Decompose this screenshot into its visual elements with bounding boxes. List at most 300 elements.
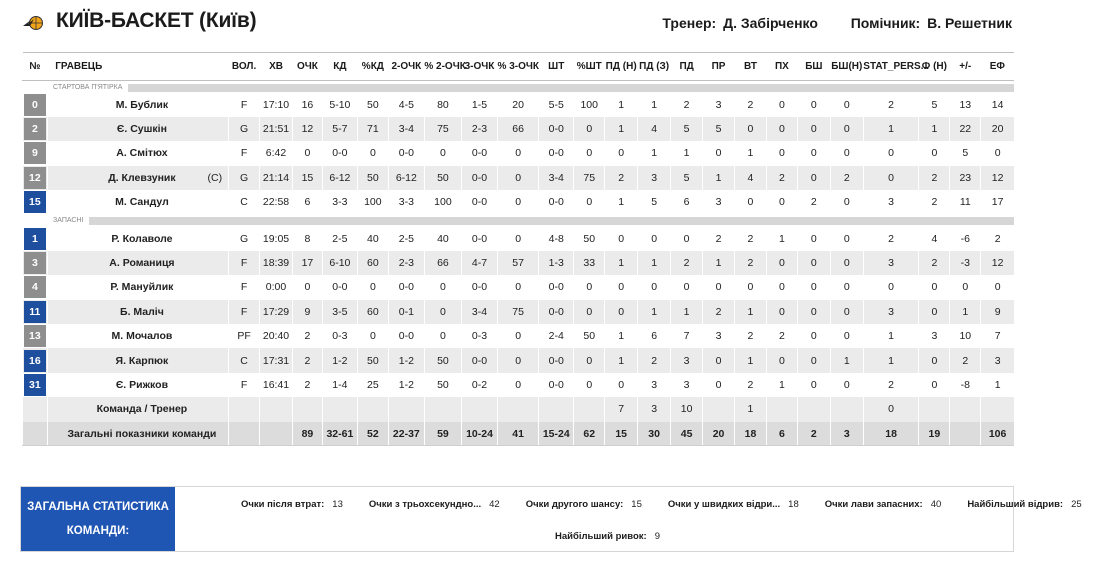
stat-cell: 6 [293,190,323,214]
stat-cell: 11 [950,190,981,214]
player-number-cell [23,324,48,348]
stat-cell: 0 [863,141,919,165]
header-row [23,53,1015,81]
player-name-text[interactable]: Є. Рижков [115,378,169,391]
summary-stat-label: Найбільший відрив: [967,499,1064,510]
column-header[interactable]: КД [322,53,357,81]
stat-cell: 7 [671,324,703,348]
player-name[interactable] [47,251,228,275]
stat-cell: 3-3 [322,190,357,214]
stat-cell [950,397,981,421]
stat-cell: 1 [605,93,638,117]
stat-cell: 0 [293,275,323,299]
stat-cell: 0 [703,141,735,165]
stat-cell: 0 [574,275,605,299]
player-name-text[interactable]: Р. Колаволе [111,232,173,245]
stat-cell: 0 [638,226,671,250]
summary-stat-label: Очки після втрат: [241,499,325,510]
stat-cell: 0-0 [461,141,497,165]
stat-cell: 2 [703,300,735,324]
stat-cell: 0 [703,275,735,299]
player-name-text[interactable]: Є. Сушкін [116,123,167,136]
stat-cell: 25 [357,373,388,397]
stat-cell: 2 [863,93,919,117]
stat-cell [424,397,461,421]
stat-cell: 2 [797,190,830,214]
player-number-cell [23,373,48,397]
stat-cell: 0 [830,251,863,275]
stat-cell: 2 [863,226,919,250]
assistant-label: Помічник: [850,15,921,31]
player-name[interactable] [47,300,228,324]
stat-cell: 0 [766,300,797,324]
stat-cell: 6-10 [322,251,357,275]
player-row[interactable] [23,348,1015,372]
stat-cell: 5 [703,117,735,141]
player-row[interactable] [23,190,1015,214]
stat-cell: 1 [671,141,703,165]
column-header[interactable]: % 2-ОЧК [424,53,461,81]
stat-cell: 5 [950,141,981,165]
stat-cell: 0 [605,373,638,397]
player-row[interactable] [23,373,1015,397]
stat-cell: 0 [498,166,539,190]
stat-cell: 12 [981,251,1014,275]
stat-cell: 6-12 [388,166,424,190]
column-header[interactable]: ЕФ [981,53,1014,81]
section-bar [23,84,1014,92]
column-header[interactable]: Ф (Н) [919,53,950,81]
player-number-cell [23,348,48,372]
stat-cell: 1 [671,300,703,324]
summary-stat-label: Очки з трьохсекундно... [368,499,482,510]
stat-cell: 0 [919,300,950,324]
stat-cell: 59 [424,422,461,446]
player-row[interactable] [23,141,1015,165]
stat-cell: 0-3 [461,324,497,348]
stat-cell: 1 [605,190,638,214]
stat-cell: 0-0 [539,275,574,299]
player-name-text[interactable]: М. Сандул [115,196,169,209]
player-row[interactable] [23,251,1015,275]
stat-cell: G [229,117,260,141]
column-header[interactable]: ПХ [766,53,797,81]
stat-cell [797,397,830,421]
stat-cell: 0 [766,348,797,372]
stat-cell: 0 [830,226,863,250]
stat-cell: 0 [498,275,539,299]
stat-cell: 0 [574,117,605,141]
stat-cell: 0-0 [539,300,574,324]
stat-cell: 0 [766,117,797,141]
player-name-text[interactable]: Р. Мануйлик [110,281,174,294]
player-name-text[interactable]: Д. Клевзуник [108,171,176,184]
box-score-table [22,52,1014,446]
stat-cell: 0 [735,117,767,141]
player-name-text[interactable]: Я. Карпюк [115,354,169,367]
stat-cell: PF [229,324,260,348]
team-summary-panel [20,486,1082,552]
stat-cell: 0 [574,190,605,214]
stat-cell: 3 [671,373,703,397]
stat-cell: 41 [498,422,539,446]
stat-cell: 3 [638,397,671,421]
stat-cell: 2 [797,422,830,446]
player-name-text[interactable]: А. Романиця [109,257,175,270]
summary-stats-line1 [241,499,1108,510]
stat-cell: 22 [950,117,981,141]
stat-cell: 0-0 [539,348,574,372]
stat-cell: 3 [703,190,735,214]
stat-cell: 2 [950,348,981,372]
table-body [23,81,1015,446]
stat-cell: 17:10 [260,93,293,117]
stat-cell: 0-0 [461,166,497,190]
stat-cell: 1-3 [539,251,574,275]
player-name[interactable] [47,117,228,141]
stat-cell: 0 [424,275,461,299]
stat-cell: 3-4 [388,117,424,141]
player-name[interactable] [47,93,228,117]
section-cell [23,214,1015,226]
stat-cell [703,397,735,421]
stat-cell: 17 [981,190,1014,214]
captain-marker: (C) [207,171,223,184]
stat-cell: 4-7 [461,251,497,275]
player-row[interactable] [23,275,1015,299]
stat-cell: 0 [766,141,797,165]
stat-cell: 0 [797,166,830,190]
stat-cell: 8 [293,226,323,250]
player-row[interactable] [23,226,1015,250]
stat-cell: 0-0 [539,141,574,165]
stat-cell: 3 [863,300,919,324]
player-name[interactable] [47,166,228,190]
player-name[interactable] [47,324,228,348]
stat-cell: 0 [830,117,863,141]
stat-cell: 0 [357,324,388,348]
summary-stat-item [369,499,500,510]
empty-cell [23,422,48,446]
stat-cell: 3 [863,251,919,275]
stat-cell [950,422,981,446]
stat-cell: 0 [605,275,638,299]
stat-cell: 0-3 [322,324,357,348]
stat-cell: 60 [357,300,388,324]
stat-cell: 0 [605,300,638,324]
summary-stat-item [967,499,1081,510]
stat-cell: 0 [797,324,830,348]
stat-cell: 0 [797,300,830,324]
stat-cell: 19:05 [260,226,293,250]
stat-cell [260,422,293,446]
stat-cell: 0-0 [388,141,424,165]
stat-cell: 0 [919,373,950,397]
stat-cell: 0 [950,275,981,299]
coach-name: Д. Забірченко [723,15,818,31]
stat-cell: 2 [293,324,323,348]
stat-cell: 50 [574,324,605,348]
player-number-badge: 12 [24,167,46,189]
stat-cell [293,397,323,421]
stat-cell: 2 [671,251,703,275]
summary-stat-value: 18 [788,499,799,510]
stat-cell [461,397,497,421]
stat-cell: 1-2 [322,348,357,372]
player-name[interactable] [47,141,228,165]
column-header[interactable]: ШТ [539,53,574,81]
column-header[interactable]: 3-ОЧК [461,53,497,81]
player-row[interactable] [23,324,1015,348]
stat-cell: 6 [766,422,797,446]
column-header[interactable]: ВОЛ. [229,53,260,81]
stat-cell: 20 [498,93,539,117]
stat-cell: 17:29 [260,300,293,324]
stat-cell: 7 [605,397,638,421]
stat-cell: 0-2 [461,373,497,397]
stat-cell: 0 [357,141,388,165]
stat-cell: 1 [638,141,671,165]
player-name-text[interactable]: М. Мочалов [111,330,173,343]
player-row[interactable] [23,166,1015,190]
stat-cell: 60 [357,251,388,275]
stat-cell: 50 [424,373,461,397]
column-header[interactable]: ПД (З) [638,53,671,81]
stat-cell: 7 [981,324,1014,348]
player-row[interactable] [23,117,1015,141]
stat-cell: 1 [735,141,767,165]
column-header[interactable]: +/- [950,53,981,81]
player-row[interactable] [23,300,1015,324]
stat-cell: 20 [981,117,1014,141]
column-header[interactable]: 2-ОЧК [388,53,424,81]
stat-cell: 0 [919,275,950,299]
stat-cell: 0 [498,348,539,372]
stat-cell [388,397,424,421]
stat-cell: 89 [293,422,323,446]
stat-cell: 5 [671,166,703,190]
stat-cell: 0:00 [260,275,293,299]
summary-title [21,487,175,551]
stat-cell: 0-0 [461,348,497,372]
stat-cell: 0 [293,141,323,165]
page-header [0,0,1024,48]
stat-cell: 0-0 [461,190,497,214]
stat-cell: 0 [797,141,830,165]
stat-cell: 0 [357,275,388,299]
player-number-badge: 2 [24,118,46,140]
stat-cell: 4-8 [539,226,574,250]
stat-cell: 0-0 [461,275,497,299]
stat-cell: 0 [574,141,605,165]
stat-cell: 1 [605,251,638,275]
stat-cell: 0 [830,300,863,324]
stat-cell: 12 [981,166,1014,190]
stat-cell: 2 [735,226,767,250]
stat-cell: 0 [605,141,638,165]
stat-cell: 19 [919,422,950,446]
summary-stat-value: 15 [631,499,642,510]
stat-cell: 23 [950,166,981,190]
stat-cell: 9 [981,300,1014,324]
stat-cell [357,397,388,421]
stat-cell: 0 [735,275,767,299]
stat-cell: 3-4 [461,300,497,324]
stat-cell [229,422,260,446]
stat-cell: 66 [498,117,539,141]
stat-cell: 1 [735,348,767,372]
stat-cell: 2-5 [322,226,357,250]
stat-cell: 57 [498,251,539,275]
stat-cell: 1 [981,373,1014,397]
stat-cell: 21:14 [260,166,293,190]
section-divider [23,81,1015,93]
stat-cell: 106 [981,422,1014,446]
column-header[interactable]: ОЧК [293,53,323,81]
player-name-text[interactable]: М. Бублик [115,98,169,111]
stat-cell [574,397,605,421]
stat-cell: 1 [863,348,919,372]
column-header[interactable]: БШ [797,53,830,81]
stat-cell: 0 [703,348,735,372]
stat-cell: 1 [605,324,638,348]
player-number-cell [23,93,48,117]
stat-cell: 0 [424,300,461,324]
stat-cell: 2 [638,348,671,372]
column-header[interactable]: ПД [671,53,703,81]
stat-cell: 0 [797,275,830,299]
player-name[interactable] [47,190,228,214]
summary-stat-item [555,531,660,542]
stat-cell: 0 [424,324,461,348]
column-header[interactable]: БШ(Н) [830,53,863,81]
player-name[interactable] [47,373,228,397]
stat-cell: 1 [766,226,797,250]
column-header[interactable]: %ШТ [574,53,605,81]
stat-cell: 0 [498,373,539,397]
stat-cell: 0 [498,226,539,250]
stat-cell: 1-2 [388,348,424,372]
stat-cell: 3 [981,348,1014,372]
stat-cell: 0-1 [388,300,424,324]
stat-cell: 1 [703,166,735,190]
stat-cell: -3 [950,251,981,275]
stat-cell: 0 [797,93,830,117]
stat-cell: 2-3 [461,117,497,141]
team-title: КИЇВ-БАСКЕТ (Київ) [56,9,257,32]
stat-cell: 2-5 [388,226,424,250]
stat-cell: 5-7 [322,117,357,141]
column-header[interactable]: ГРАВЕЦЬ [47,53,228,81]
stat-cell: 22:58 [260,190,293,214]
stat-cell: 0 [830,275,863,299]
stat-cell [981,397,1014,421]
table-header [23,53,1015,81]
stat-cell: 1 [735,397,767,421]
stat-cell: 33 [574,251,605,275]
stat-cell: 3 [919,324,950,348]
player-name-text[interactable]: А. Смітюх [116,147,168,160]
section-bar [23,217,1014,225]
stat-cell: 30 [638,422,671,446]
stat-cell: 2 [766,324,797,348]
player-number-badge: 15 [24,191,46,213]
stat-cell: 2 [293,348,323,372]
summary-stat-item [241,499,343,510]
player-number-cell [23,117,48,141]
column-header[interactable]: № [23,53,48,81]
stat-cell: 4 [919,226,950,250]
stat-cell [322,397,357,421]
section-divider [23,214,1015,226]
stat-cell [766,397,797,421]
stat-cell: 0 [981,141,1014,165]
stat-cell: 1 [638,300,671,324]
stat-cell: G [229,166,260,190]
summary-stat-label: Очки другого шансу: [525,499,624,510]
stat-cell: 2 [703,226,735,250]
column-header[interactable]: ПР [703,53,735,81]
column-header[interactable]: % 3-ОЧК [498,53,539,81]
stat-cell: 2 [605,166,638,190]
summary-stat-value: 40 [930,499,942,510]
player-name[interactable] [47,348,228,372]
player-name[interactable] [47,226,228,250]
stat-cell: 1 [735,300,767,324]
stat-cell: 0 [919,348,950,372]
player-row[interactable] [23,93,1015,117]
summary-stats-line2 [555,531,686,542]
stat-cell: 50 [357,348,388,372]
stat-cell: 0-0 [539,190,574,214]
player-number-badge: 13 [24,325,46,347]
player-name[interactable] [47,275,228,299]
stat-cell: 4-5 [388,93,424,117]
stat-cell: 2 [671,93,703,117]
stat-cell: 1 [919,117,950,141]
stat-cell: 0 [671,275,703,299]
stat-cell [498,397,539,421]
stat-cell: 10 [671,397,703,421]
column-header[interactable]: STAT_PERS... [863,53,919,81]
stat-cell: 2-3 [388,251,424,275]
stat-cell: 6-12 [322,166,357,190]
stat-cell: 0 [766,251,797,275]
assistant-name: В. Решетник [927,15,1012,31]
stat-cell: 40 [357,226,388,250]
stat-cell: 2 [735,373,767,397]
team-totals-row-label: Загальні показники команди [47,422,228,446]
player-name-text[interactable]: Б. Маліч [120,305,164,318]
column-header[interactable]: ХВ [260,53,293,81]
stat-cell: 45 [671,422,703,446]
column-header[interactable]: ВТ [735,53,767,81]
stat-cell: 9 [293,300,323,324]
player-number-cell [23,251,48,275]
stat-cell: 3 [638,166,671,190]
stat-cell [260,397,293,421]
stat-cell: 2 [735,324,767,348]
column-header[interactable]: %КД [357,53,388,81]
stat-cell: 1 [950,300,981,324]
stat-cell: 0 [703,373,735,397]
stat-cell: 1 [830,348,863,372]
stat-cell: 0 [981,275,1014,299]
stat-cell: 50 [424,348,461,372]
team-coach-row [23,397,1015,421]
stat-cell: 1-5 [461,93,497,117]
column-header[interactable]: ПД (Н) [605,53,638,81]
